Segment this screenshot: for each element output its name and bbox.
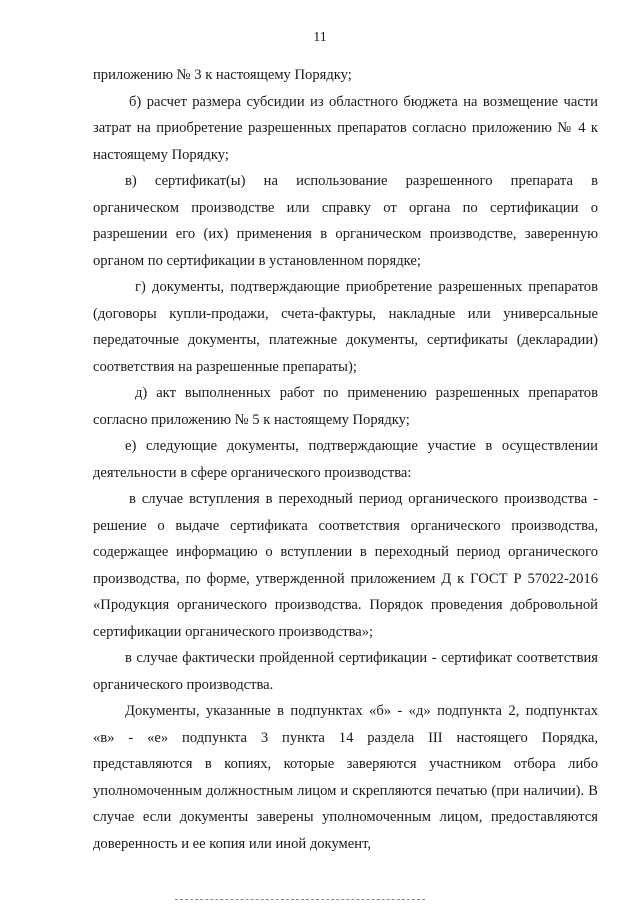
paragraph-documents-copies: Документы, указанные в подпунктах «б» - «д» подпункта 2, подпунктах «в» - «е» подпункта 3 пункта 14 раздела III настоящего Порядка, представляются в копиях, которые заверяются участником отбора либо уполномоченным должностным лицом и скрепляются печатью (при наличии). В случае если документы заверены уполномоченным лицом, предоставляются доверенность и ее копия или иной документ, [93,703,598,852]
paragraph-transition-period: в случае вступления в переходный период органического производства - решение о выдаче сертификата соответствия органического производства, содержащее информацию о вступлении в переходный период органического производства, по форме, утвержденной приложением Д к ГОСТ Р 57022-2016 «Продукция органического производства. Порядок проведения добровольной сертификации органического производства»; [93,491,598,640]
page-bottom-rule [175,899,425,900]
paragraph-actual-certification: в случае фактически пройденной сертификации - сертификат соответствия органического производства. [93,650,598,693]
paragraph-item-e: е) следующие документы, подтверждающие участие в осуществлении деятельности в сфере органического производства: [93,438,598,481]
page-number: 11 [313,30,327,45]
paragraph-item-g: г) документы, подтверждающие приобретение разрешенных препаратов (договоры купли-продажи, счета-фактуры, накладные или универсальные передаточные документы, платежные документы, сертификаты (декларадии) соответствия на разрешенные препараты); [93,279,598,375]
paragraph-item-v: в) сертификат(ы) на использование разрешенного препарата в органическом производстве или справку от органа по сертификации о разрешении его (их) применения в органическом производстве, заверенную органом по сертификации в установленном порядке; [93,173,598,269]
paragraph-item-b: б) расчет размера субсидии из областного бюджета на возмещение части затрат на приобретение разрешенных препаратов согласно приложению № 4 к настоящему Порядку; [93,93,598,163]
paragraph-item-d: д) акт выполненных работ по применению разрешенных препаратов согласно приложению № 5 к настоящему Порядку; [93,385,598,428]
document-body [93,62,598,857]
paragraph-continuation: приложению № 3 к настоящему Порядку; [93,67,352,83]
